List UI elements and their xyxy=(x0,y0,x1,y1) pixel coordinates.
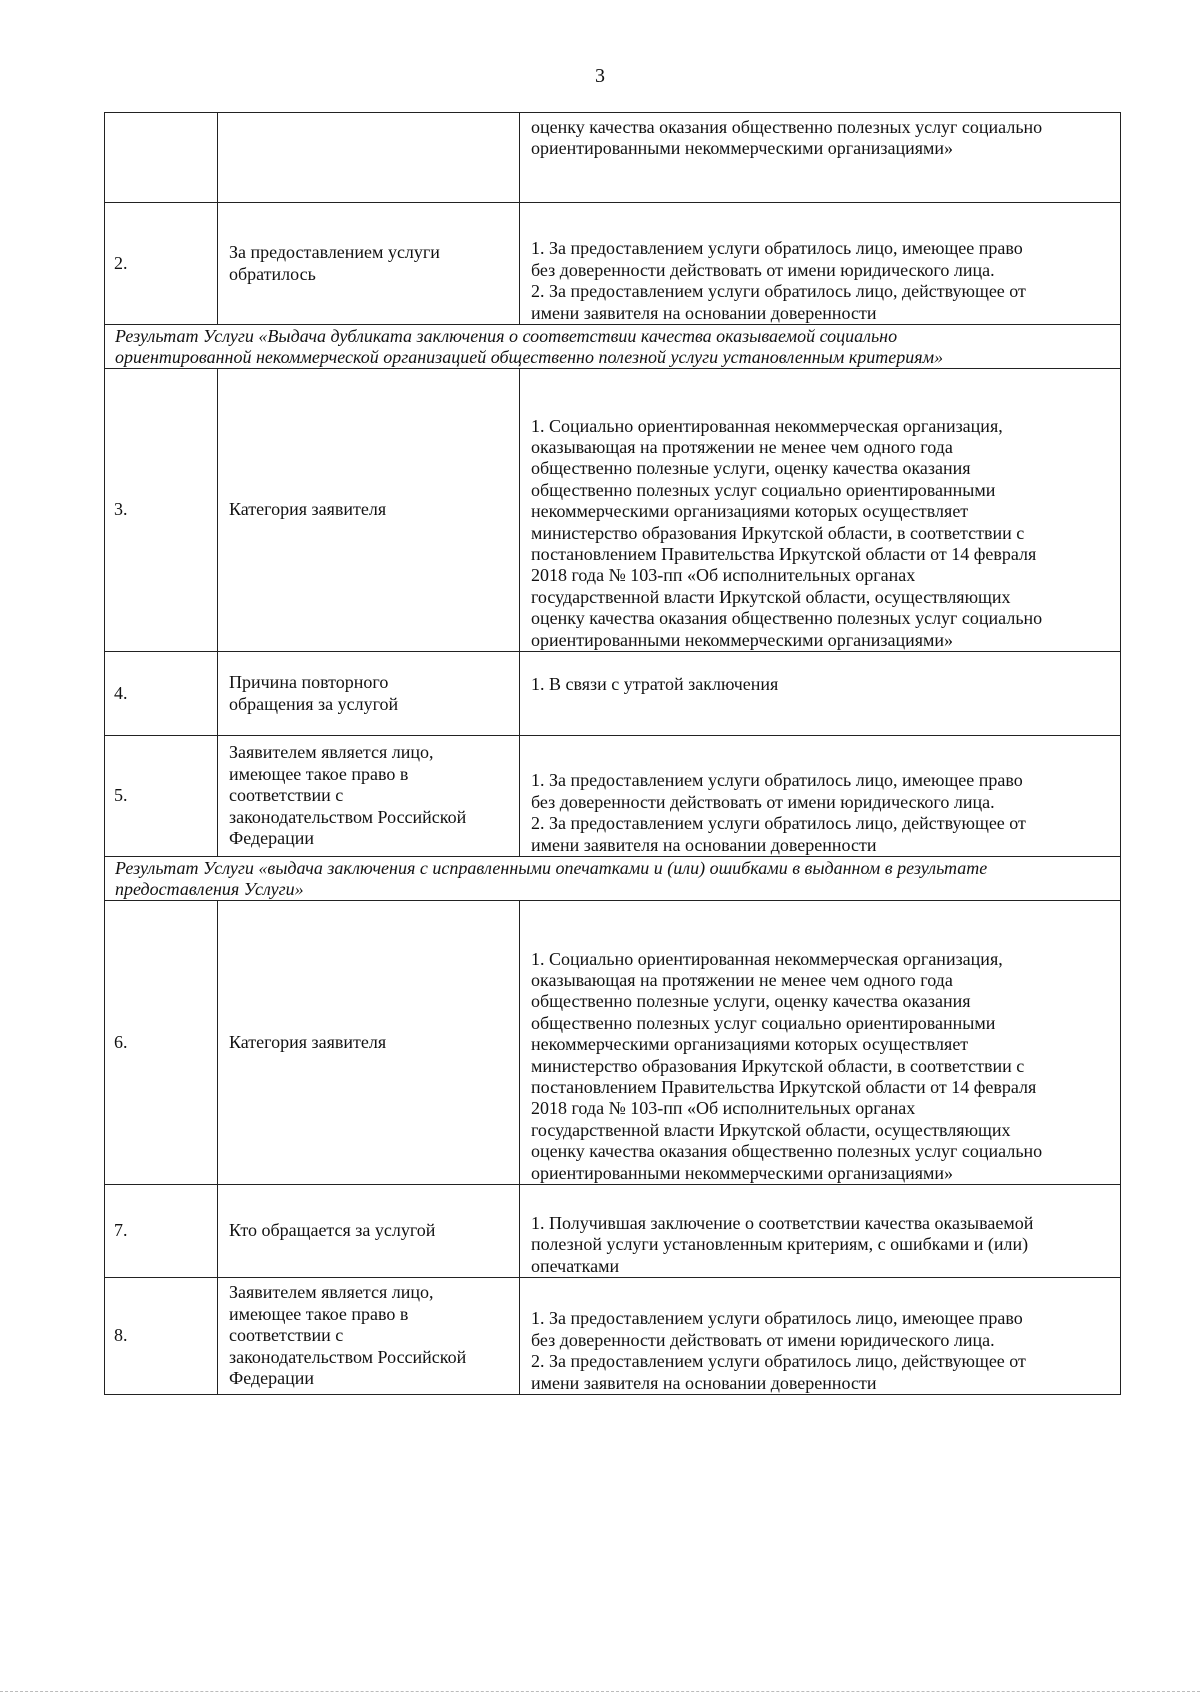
value-line: 1. Социально ориентированная некоммерческая организация, xyxy=(531,415,1003,436)
value-line: государственной власти Иркутской области, осуществляющих xyxy=(531,586,1011,607)
value-line: без доверенности действовать от имени юридического лица. xyxy=(531,791,995,812)
value-line: оценку качества оказания общественно полезных услуг социально xyxy=(531,117,1043,137)
value-line: 2. За предоставлением услуги обратилось лицо, действующее от xyxy=(531,281,1026,302)
section-heading-line: предоставления Услуги» xyxy=(115,878,304,899)
value-line: оказывающая на протяжении не менее чем одного года xyxy=(531,969,953,990)
value-cell xyxy=(520,736,1121,856)
criterion-line: имеющее такое право в xyxy=(229,1303,409,1324)
table-row xyxy=(105,1278,1121,1395)
value-line: государственной власти Иркутской области, осуществляющих xyxy=(531,1119,1011,1140)
row-number: 4. xyxy=(105,652,218,735)
criterion-line: обращения за услугой xyxy=(229,693,399,714)
criterion-line: обратилось xyxy=(229,263,316,284)
criterion-line: соответствии с xyxy=(229,1325,344,1346)
value-line: 2018 года № 103-пп «Об исполнительных органах xyxy=(531,565,916,586)
value-line: ориентированными некоммерческими организациями» xyxy=(531,629,954,650)
table-row xyxy=(105,652,1121,736)
table-row xyxy=(105,901,1121,1185)
section-heading-corrections xyxy=(105,857,1121,901)
value-line: общественно полезные услуги, оценку качества оказания xyxy=(531,991,971,1012)
criterion-cell xyxy=(218,369,520,651)
value-line: оценку качества оказания общественно полезных услуг социально xyxy=(531,1141,1043,1162)
value-line: без доверенности действовать от имени юридического лица. xyxy=(531,1329,995,1350)
table-row xyxy=(105,736,1121,857)
criteria-table xyxy=(104,112,1121,1395)
scan-edge-divider xyxy=(0,1691,1200,1693)
value-line: общественно полезных услуг социально ориентированными xyxy=(531,1012,996,1033)
table-row xyxy=(105,369,1121,652)
value-cell xyxy=(520,901,1121,1184)
value-line: общественно полезные услуги, оценку качества оказания xyxy=(531,458,971,479)
value-cell xyxy=(520,652,1121,735)
section-heading-line: ориентированной некоммерческой организацией общественно полезной услуги установленным критериям» xyxy=(115,346,944,367)
value-line: ориентированными некоммерческими организациями» xyxy=(531,1162,954,1183)
value-line: имени заявителя на основании доверенности xyxy=(531,1372,877,1393)
table-row-continuation xyxy=(105,113,1121,203)
section-heading-line: Результат Услуги «выдача заключения с исправленными опечатками и (или) ошибками в выданном в результате xyxy=(115,857,988,878)
criterion-line: Федерации xyxy=(229,1368,315,1389)
value-line: общественно полезных услуг социально ориентированными xyxy=(531,479,996,500)
row-number: 6. xyxy=(105,901,218,1184)
criterion-cell xyxy=(218,1185,520,1277)
page-number: 3 xyxy=(595,65,605,87)
criterion-line: законодательством Российской xyxy=(229,806,467,827)
value-line: 1. За предоставлением услуги обратилось лицо, имеющее право xyxy=(531,238,1023,259)
value-cell xyxy=(520,113,1121,202)
criterion-line: Причина повторного xyxy=(229,672,389,693)
value-line: министерство образования Иркутской области, в соответствии с xyxy=(531,1055,1025,1076)
value-line: 2018 года № 103-пп «Об исполнительных органах xyxy=(531,1098,916,1119)
value-line: министерство образования Иркутской области, в соответствии с xyxy=(531,522,1025,543)
row-number: 5. xyxy=(105,736,218,856)
value-line: полезной услуги установленным критериям, с ошибками и (или) xyxy=(531,1234,1029,1255)
value-line: некоммерческими организациями которых осуществляет xyxy=(531,501,969,522)
value-line: 2. За предоставлением услуги обратилось лицо, действующее от xyxy=(531,813,1026,834)
row-number: 8. xyxy=(105,1278,218,1394)
criterion-line: Кто обращается за услугой xyxy=(229,1220,436,1241)
table-row xyxy=(105,203,1121,325)
row-number: 3. xyxy=(105,369,218,651)
value-line: 1. В связи с утратой заключения xyxy=(531,674,779,694)
value-line: оказывающая на протяжении не менее чем одного года xyxy=(531,436,953,457)
value-line: имени заявителя на основании доверенности xyxy=(531,834,877,855)
criterion-line: Категория заявителя xyxy=(229,499,387,520)
value-line: постановлением Правительства Иркутской области от 14 февраля xyxy=(531,1076,1037,1097)
value-line: без доверенности действовать от имени юридического лица. xyxy=(531,259,995,280)
row-number-cell xyxy=(105,113,218,202)
row-number: 2. xyxy=(105,203,218,324)
criterion-line: соответствии с xyxy=(229,785,344,806)
criterion-line: Категория заявителя xyxy=(229,1031,387,1052)
section-heading-duplicate xyxy=(105,325,1121,369)
value-line: имени заявителя на основании доверенности xyxy=(531,302,877,323)
criterion-line: Федерации xyxy=(229,828,315,849)
criterion-line: Заявителем является лицо, xyxy=(229,1282,434,1303)
value-cell xyxy=(520,1185,1121,1277)
value-line: 1. За предоставлением услуги обратилось лицо, имеющее право xyxy=(531,1308,1023,1329)
value-line: 1. За предоставлением услуги обратилось лицо, имеющее право xyxy=(531,770,1023,791)
table-row xyxy=(105,1185,1121,1278)
section-heading-line: Результат Услуги «Выдача дубликата заключения о соответствии качества оказываемой социально xyxy=(115,325,898,346)
criterion-cell xyxy=(218,113,520,202)
criterion-cell xyxy=(218,736,520,856)
value-cell xyxy=(520,203,1121,324)
criterion-cell xyxy=(218,652,520,735)
value-cell xyxy=(520,369,1121,651)
criterion-line: имеющее такое право в xyxy=(229,763,409,784)
value-line: опечатками xyxy=(531,1255,620,1276)
criterion-cell xyxy=(218,1278,520,1394)
value-line: оценку качества оказания общественно полезных услуг социально xyxy=(531,608,1043,629)
value-line: некоммерческими организациями которых осуществляет xyxy=(531,1034,969,1055)
value-line: постановлением Правительства Иркутской области от 14 февраля xyxy=(531,543,1037,564)
value-line: 1. Получившая заключение о соответствии качества оказываемой xyxy=(531,1212,1034,1233)
criterion-cell xyxy=(218,203,520,324)
criterion-cell xyxy=(218,901,520,1184)
value-cell xyxy=(520,1278,1121,1394)
criterion-line: За предоставлением услуги xyxy=(229,242,440,263)
value-line: 2. За предоставлением услуги обратилось лицо, действующее от xyxy=(531,1351,1026,1372)
criterion-line: Заявителем является лицо, xyxy=(229,742,434,763)
value-line: 1. Социально ориентированная некоммерческая организация, xyxy=(531,948,1003,969)
row-number: 7. xyxy=(105,1185,218,1277)
value-line: ориентированными некоммерческими организациями» xyxy=(531,138,954,159)
criterion-line: законодательством Российской xyxy=(229,1346,467,1367)
